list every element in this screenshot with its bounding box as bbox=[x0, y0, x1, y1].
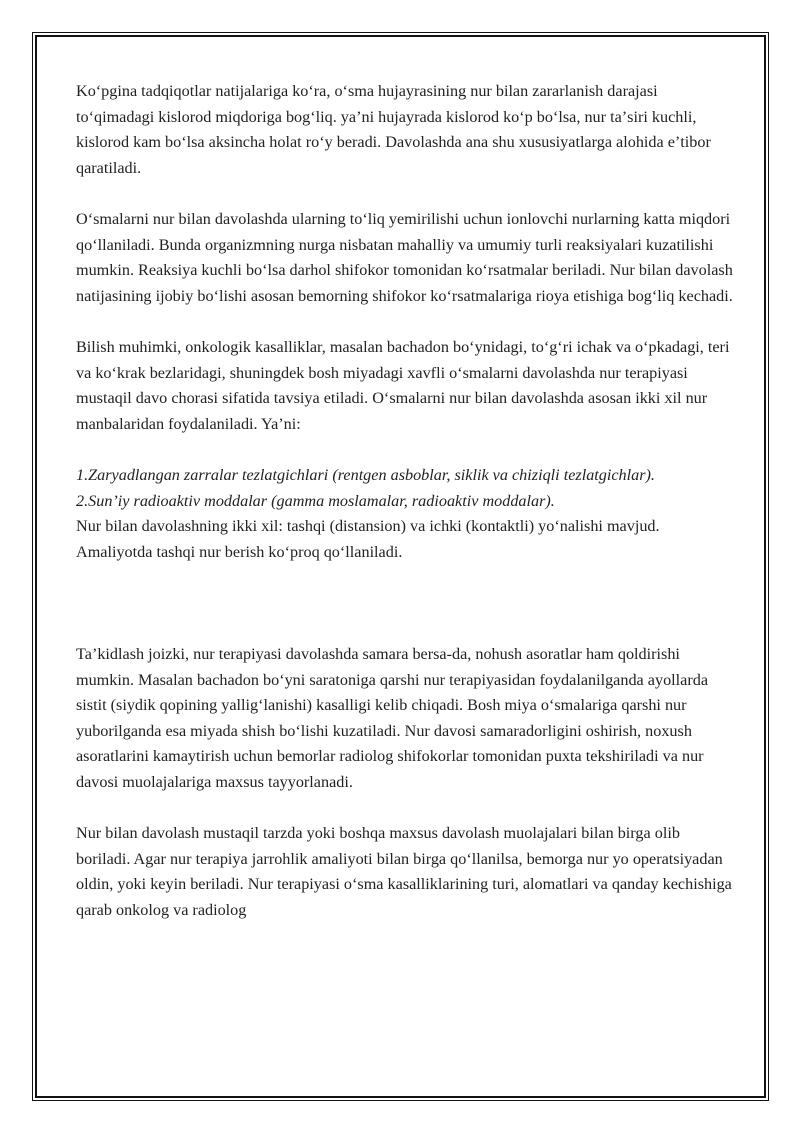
paragraph-treatment-directions: Nur bilan davolashning ikki xil: tashqi (distansion) va ichki (kontaktli) yoʻnalishi mavjud. Amaliyotda tashqi nur berish koʻproq qoʻllaniladi. bbox=[76, 517, 660, 561]
paragraph-tissue-oxygen: Koʻpgina tadqiqotlar natijalariga koʻra, oʻsma hujayrasining nur bilan zararlanish darajasi toʻqimadagi kislorod miqdoriga bogʻliq. yaʼni hujayrada kislorod koʻp boʻlsa, nur taʼsiri kuchli, kislorod kam boʻlsa aksincha holat roʻy beradi. Davolashda ana shu xususiyatlarga alohida eʼtibor qaratiladi. bbox=[76, 82, 711, 177]
paragraph-spacer bbox=[76, 181, 736, 207]
list-item-radioactive-substances: 2.Sunʼiy radioaktiv moddalar (gamma moslamalar, radioaktiv moddalar). bbox=[76, 491, 555, 510]
paragraph-side-effects: Taʼkidlash joizki, nur terapiyasi davolashda samara bersa-da, nohush asoratlar ham qoldirishi mumkin. Masalan bachadon boʻyni saratoniga qarshi nur terapiyasidan foydalanilganda ayollarda sistit (siydik qopining yalligʻlanishi) kasalligi kelib chiqadi. Bosh miya oʻsmalariga qarshi nur yuborilganda esa miyada shish boʻlishi kuzatiladi. Nur davosi samaradorligini oshirish, noxush asoratlarini kamaytirish uchun bemorlar radiolog shifokorlar tomonidan puxta tekshiriladi va nur davosi muolajalariga maxsus tayyorlanadi. bbox=[76, 645, 709, 792]
paragraph-oncological-diseases: Bilish muhimki, onkologik kasalliklar, masalan bachadon boʻynidagi, toʻgʻri ichak va oʻpkadagi, teri va koʻkrak bezlaridagi, shuningdek bosh miyadagi xavfli oʻsmalarni davolashda nur terapiyasi mustaqil davo chorasi sifatida tavsiya etiladi. Oʻsmalarni nur bilan davolashda asosan ikki xil nur manbalaridan foydalaniladi. Yaʼni: bbox=[76, 337, 730, 433]
paragraph-spacer bbox=[76, 796, 736, 822]
paragraph-spacer bbox=[76, 309, 736, 335]
paragraph-ionizing-radiation: Oʻsmalarni nur bilan davolashda ularning toʻliq yemirilishi uchun ionlovchi nurlarning katta miqdori qoʻllaniladi. Bunda organizmning nurga nisbatan mahalliy va umumiy turli reaksiyalari kuzatilishi mumkin. Reaksiya kuchli boʻlsa darhol shifokor tomonidan koʻrsatmalar beriladi. Nur bilan davolash natijasining ijobiy boʻlishi asosan bemorning shifokor koʻrsatmalariga rioya etishiga bogʻliq kechadi. bbox=[76, 209, 733, 305]
paragraph-spacer bbox=[76, 437, 736, 463]
list-item-accelerators: 1.Zaryadlangan zarralar tezlatgichlari (rentgen asboblar, siklik va chiziqli tezlatgichlar). bbox=[76, 465, 655, 484]
paragraph-spacer bbox=[76, 565, 736, 642]
document-body bbox=[76, 79, 736, 924]
paragraph-combined-treatment: Nur bilan davolash mustaqil tarzda yoki boshqa maxsus davolash muolajalari bilan birga olib boriladi. Agar nur terapiya jarrohlik amaliyoti bilan birga qoʻllanilsa, bemorga nur yo operatsiyadan oldin, yoki keyin beriladi. Nur terapiyasi oʻsma kasalliklarining turi, alomatlari va qanday kechishiga qarab onkolog va radiolog bbox=[76, 824, 732, 920]
